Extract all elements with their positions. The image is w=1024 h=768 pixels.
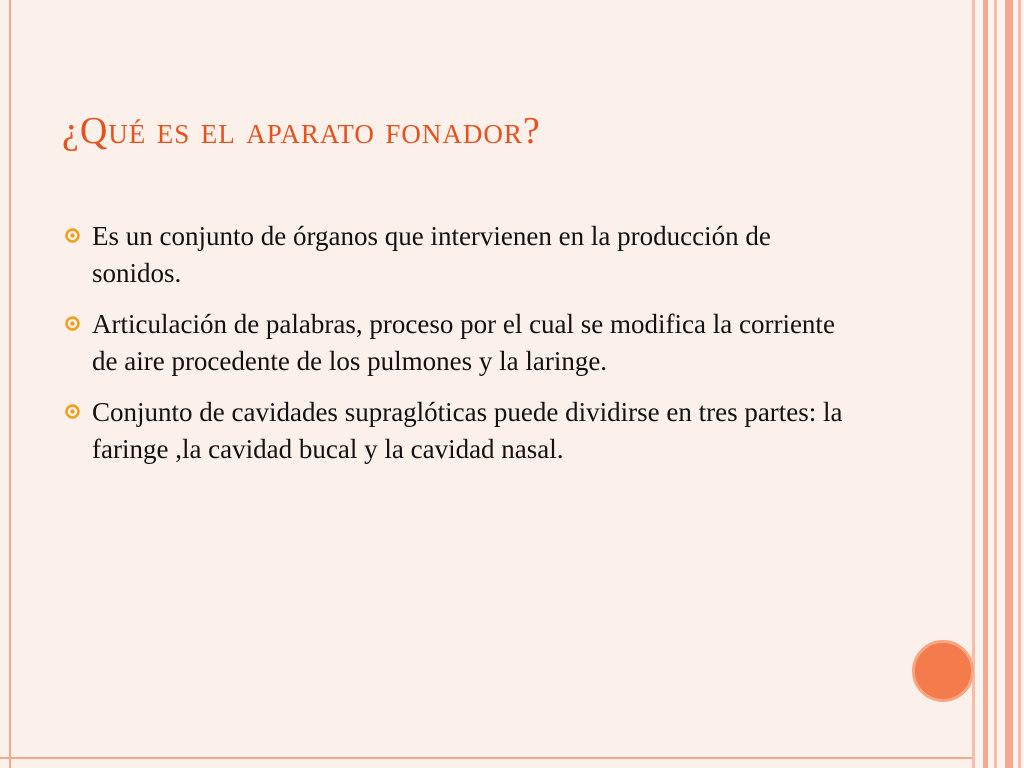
- bullet-item: [62, 306, 862, 380]
- bottom-border-line: [0, 757, 1024, 759]
- stripe: [983, 0, 988, 768]
- stripe: [1005, 0, 1013, 768]
- bullet-text: Articulación de palabras, proceso por el cual se modifica la corriente de aire procedente de los pulmones y la laringe.: [92, 309, 835, 376]
- bullet-item: [62, 218, 862, 292]
- ring-bullet-icon: [64, 315, 81, 332]
- left-border-line: [9, 0, 11, 768]
- slide-title: ¿Qué es el aparato fonador?: [62, 110, 541, 152]
- bullet-item: [62, 394, 862, 468]
- stripe: [994, 0, 997, 768]
- ring-bullet-icon: [64, 227, 81, 244]
- stripe: [1018, 0, 1021, 768]
- decorative-circle: [912, 640, 974, 702]
- ring-bullet-icon: [64, 403, 81, 420]
- stripe: [972, 0, 975, 768]
- right-stripe-decoration: [972, 0, 1024, 768]
- bullet-list: [62, 218, 862, 482]
- bullet-text: Es un conjunto de órganos que intervienen en la producción de sonidos.: [92, 221, 771, 288]
- bullet-text: Conjunto de cavidades supraglóticas puede dividirse en tres partes: la faringe ,la cavidad bucal y la cavidad nasal.: [92, 397, 843, 464]
